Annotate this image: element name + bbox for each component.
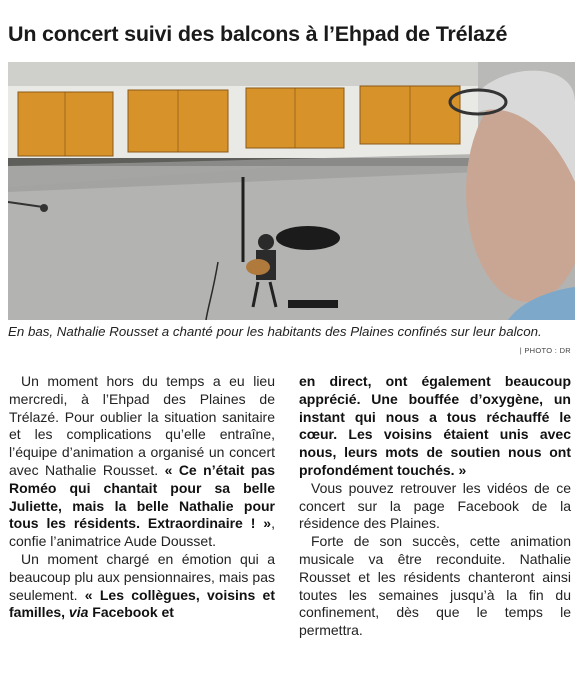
paragraph: Forte de son succès, cette animation musicale va être reconduite. Nathalie Rousset et les résidents chanteront ainsi toutes les semaines jusqu’à la fin du confinement, dès que le temps le permettra. (299, 533, 571, 639)
quote-text: Facebook et (88, 604, 174, 621)
quote-text: « Les collègues, voisins et familles, (9, 586, 275, 621)
paragraph (9, 373, 275, 551)
article-headline: Un concert suivi des balcons à l’Ehpad de Trélazé (8, 22, 508, 47)
article-photo (8, 62, 575, 320)
quote-text: en direct, ont également beaucoup apprécié. Une bouffée d’oxygène, un instant qui nous a tous réchauffé le cœur. Les voisins étaient unis avec nous, leurs mots de soutien nous ont profondément touchés. » (299, 373, 571, 478)
quote-text: « Ce n’était pas Roméo qui chantait pour sa belle Juliette, mais la belle Nathalie pour tous les résidents. Extraordinaire ! » (9, 461, 276, 532)
body-text: Un moment hors du temps a eu lieu mercredi, à l’Ehpad des Plaines de Trélazé. Pour oublier la situation sanitaire et les complications qu’elle entraîne, l’équipe d’animation a organisé un concert avec Nathalie Rousset. (9, 373, 275, 478)
paragraph (299, 373, 571, 480)
paragraph: Vous pouvez retrouver les vidéos de ce concert sur la page Facebook de la résidence des Plaines. (299, 479, 571, 532)
body-text: Un moment chargé en émotion qui a beaucoup plu aux pensionnaires, mais pas seulement. (9, 550, 275, 603)
paragraph (9, 551, 275, 622)
article-column-2 (299, 373, 571, 640)
photo-caption: En bas, Nathalie Rousset a chanté pour les habitants des Plaines confinés sur leur balcon. (8, 324, 542, 339)
concert-photo-illustration (8, 62, 575, 320)
photo-credit: | PHOTO : DR (519, 346, 571, 355)
article-column-1 (9, 373, 275, 622)
body-text: , confie l’animatrice Aude Dousset. (9, 515, 275, 550)
quote-italic-text: via (68, 604, 89, 621)
